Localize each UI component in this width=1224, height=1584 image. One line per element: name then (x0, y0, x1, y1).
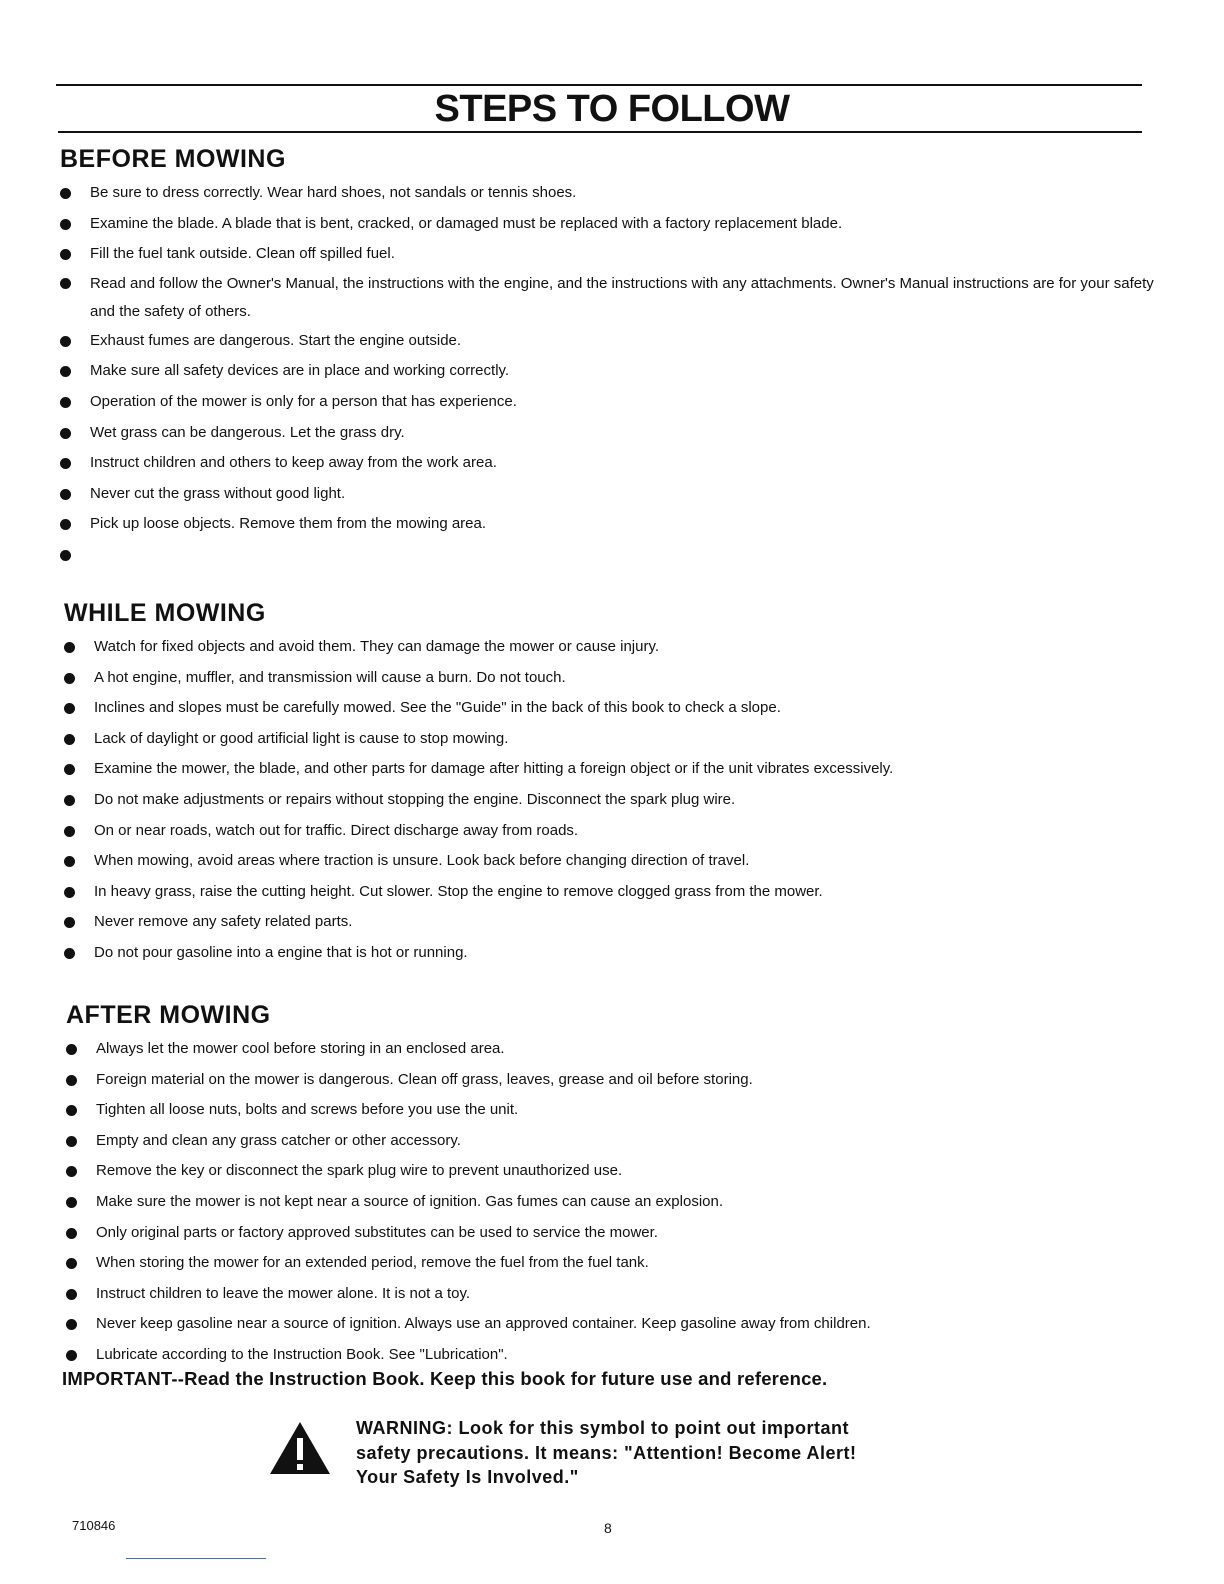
warning-line: Your Safety Is Involved." (356, 1467, 579, 1487)
list-item: Inclines and slopes must be carefully mowed. See the "Guide" in the back of this book to check a slope. (62, 693, 1172, 724)
bullet-icon (60, 428, 71, 439)
document-number: 710846 (72, 1518, 116, 1533)
before-mowing-section (58, 144, 1168, 571)
bullet-icon (60, 550, 71, 561)
bullet-icon (66, 1075, 77, 1086)
bullet-icon (60, 458, 71, 469)
warning-message (356, 1416, 976, 1490)
page-number: 8 (604, 1520, 612, 1536)
list-item: Always let the mower cool before storing in an enclosed area. (64, 1034, 1174, 1065)
before-mowing-list (58, 178, 1168, 571)
before-mowing-heading: BEFORE MOWING (60, 145, 286, 173)
list-item: Watch for fixed objects and avoid them. They can damage the mower or cause injury. (62, 632, 1172, 663)
list-item: Remove the key or disconnect the spark plug wire to prevent unauthorized use. (64, 1156, 1174, 1187)
footer-rule (126, 1558, 266, 1559)
list-item: Be sure to dress correctly. Wear hard shoes, not sandals or tennis shoes. (58, 178, 1168, 209)
bullet-icon (64, 887, 75, 898)
bullet-icon (64, 948, 75, 959)
list-item: Make sure all safety devices are in place and working correctly. (58, 356, 1168, 387)
list-item: Never cut the grass without good light. (58, 479, 1168, 510)
bullet-icon (60, 278, 71, 289)
bullet-icon (60, 489, 71, 500)
bullet-icon (66, 1136, 77, 1147)
list-item: Exhaust fumes are dangerous. Start the engine outside. (58, 326, 1168, 357)
bullet-icon (64, 734, 75, 745)
bullet-icon (66, 1166, 77, 1177)
bullet-icon (64, 826, 75, 837)
bullet-icon (66, 1319, 77, 1330)
bullet-icon (66, 1105, 77, 1116)
bullet-icon (64, 856, 75, 867)
list-item: On or near roads, watch out for traffic. Direct discharge away from roads. (62, 816, 1172, 847)
after-mowing-list (64, 1034, 1174, 1371)
bullet-icon (66, 1228, 77, 1239)
list-item: Fill the fuel tank outside. Clean off spilled fuel. (58, 239, 1168, 270)
list-item: A hot engine, muffler, and transmission will cause a burn. Do not touch. (62, 663, 1172, 694)
list-item: When mowing, avoid areas where traction is unsure. Look back before changing direction of travel. (62, 846, 1172, 877)
bullet-icon (60, 219, 71, 230)
bullet-icon (64, 703, 75, 714)
bullet-icon (64, 795, 75, 806)
while-mowing-section (62, 598, 1172, 969)
list-item: In heavy grass, raise the cutting height. Cut slower. Stop the engine to remove clogged grass from the mower. (62, 877, 1172, 908)
bullet-icon (64, 673, 75, 684)
list-item: Do not pour gasoline into a engine that is hot or running. (62, 938, 1172, 969)
bullet-icon (60, 519, 71, 530)
bullet-icon (60, 188, 71, 199)
list-item: Never remove any safety related parts. (62, 907, 1172, 938)
list-item: Foreign material on the mower is dangerous. Clean off grass, leaves, grease and oil before storing. (64, 1065, 1174, 1096)
list-item: Read and follow the Owner's Manual, the instructions with the engine, and the instructions with any attachments. Owner's Manual instructions are for your safety and the safety of others. (58, 270, 1168, 326)
bullet-icon (60, 366, 71, 377)
important-note: IMPORTANT--Read the Instruction Book. Keep this book for future use and reference. (62, 1368, 828, 1389)
bullet-icon (66, 1258, 77, 1269)
warning-line: safety precautions. It means: "Attention! Become Alert! (356, 1442, 857, 1463)
list-item: Examine the mower, the blade, and other parts for damage after hitting a foreign object or if the unit vibrates excessively. (62, 754, 1172, 785)
list-item (58, 540, 1168, 571)
bullet-icon (66, 1044, 77, 1055)
bullet-icon (60, 336, 71, 347)
list-item: Instruct children and others to keep away from the work area. (58, 448, 1168, 479)
list-item: Lack of daylight or good artificial light is cause to stop mowing. (62, 724, 1172, 755)
bullet-icon (60, 397, 71, 408)
after-mowing-section (64, 1000, 1174, 1371)
list-item: Examine the blade. A blade that is bent, cracked, or damaged must be replaced with a factory replacement blade. (58, 209, 1168, 240)
after-mowing-heading: AFTER MOWING (66, 1001, 271, 1029)
list-item: Never keep gasoline near a source of ignition. Always use an approved container. Keep gasoline away from children. (64, 1309, 1174, 1340)
list-item: Instruct children to leave the mower alone. It is not a toy. (64, 1279, 1174, 1310)
page-title: STEPS TO FOLLOW (434, 88, 790, 130)
bullet-icon (60, 249, 71, 260)
list-item: Only original parts or factory approved substitutes can be used to service the mower. (64, 1218, 1174, 1249)
list-item: Do not make adjustments or repairs without stopping the engine. Disconnect the spark plug wire. (62, 785, 1172, 816)
list-item: Empty and clean any grass catcher or other accessory. (64, 1126, 1174, 1157)
while-mowing-list (62, 632, 1172, 969)
list-item: Make sure the mower is not kept near a source of ignition. Gas fumes can cause an explosion. (64, 1187, 1174, 1218)
warning-line: WARNING: Look for this symbol to point out important (356, 1418, 849, 1438)
list-item: Operation of the mower is only for a person that has experience. (58, 387, 1168, 418)
list-item: When storing the mower for an extended period, remove the fuel from the fuel tank. (64, 1248, 1174, 1279)
bullet-icon (64, 917, 75, 928)
bullet-icon (64, 642, 75, 653)
list-item: Lubricate according to the Instruction Book. See "Lubrication". (64, 1340, 1174, 1371)
bullet-icon (66, 1289, 77, 1300)
title-underline (58, 131, 1142, 133)
list-item: Tighten all loose nuts, bolts and screws before you use the unit. (64, 1095, 1174, 1126)
bullet-icon (66, 1197, 77, 1208)
bullet-icon (64, 764, 75, 775)
bullet-icon (66, 1350, 77, 1361)
while-mowing-heading: WHILE MOWING (64, 599, 266, 627)
warning-triangle-icon (268, 1420, 332, 1476)
list-item: Wet grass can be dangerous. Let the grass dry. (58, 418, 1168, 449)
list-item: Pick up loose objects. Remove them from the mowing area. (58, 509, 1168, 540)
